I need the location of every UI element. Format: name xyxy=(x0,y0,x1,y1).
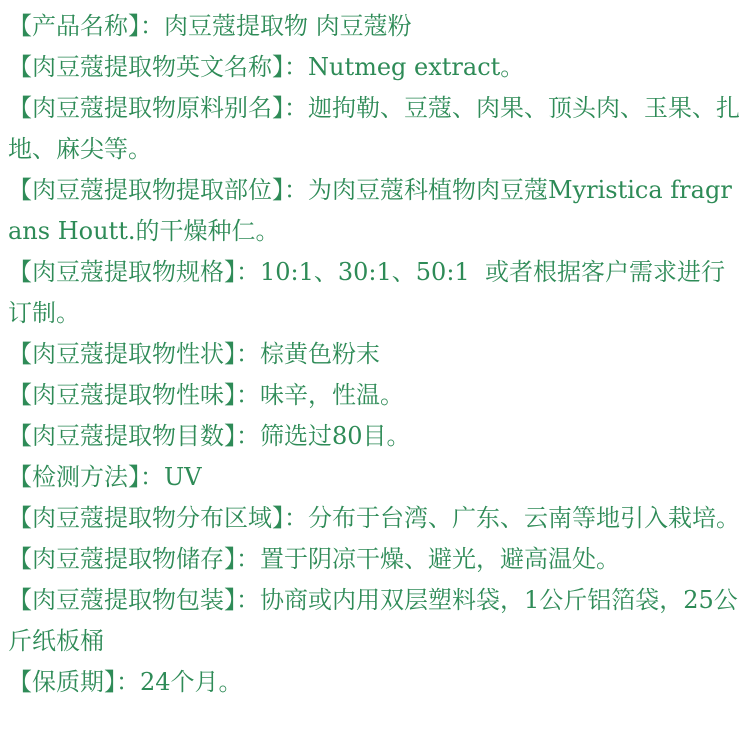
spec-aliases xyxy=(8,88,742,170)
spec-value: ：分布于台湾、广东、云南等地引入栽培。 xyxy=(284,504,740,532)
spec-value: ：筛选过80目。 xyxy=(236,422,411,450)
spec-value: ：置于阴凉干燥、避光，避高温处。 xyxy=(236,545,620,573)
product-spec-document xyxy=(8,6,742,703)
spec-label: 【肉豆蔻提取物性状】 xyxy=(8,340,236,368)
spec-label: 【肉豆蔻提取物储存】 xyxy=(8,545,236,573)
spec-value: ：协商或内用双层塑料袋，1公斤铝箔袋，25公斤纸板桶 xyxy=(8,586,738,655)
spec-value: ：为肉豆蔻科植物肉豆蔻Myristica fragrans Houtt.的干燥种仁。 xyxy=(8,176,732,245)
spec-label: 【肉豆蔻提取物原料别名】 xyxy=(8,94,284,122)
spec-specification xyxy=(8,252,742,334)
spec-label: 【肉豆蔻提取物规格】 xyxy=(8,258,236,286)
spec-english-name xyxy=(8,47,742,88)
spec-label: 【检测方法】 xyxy=(8,463,140,491)
spec-value: ：24个月。 xyxy=(116,668,243,696)
spec-mesh xyxy=(8,416,742,457)
spec-appearance xyxy=(8,334,742,375)
spec-product-name xyxy=(8,6,742,47)
spec-value: ：迦拘勒、豆蔻、肉果、顶头肉、玉果、扎地、麻尖等。 xyxy=(8,94,740,163)
spec-label: 【肉豆蔻提取物提取部位】 xyxy=(8,176,284,204)
spec-taste xyxy=(8,375,742,416)
spec-value: ：10:1、30:1、50:1 或者根据客户需求进行订制。 xyxy=(8,258,725,327)
spec-label: 【产品名称】 xyxy=(8,12,140,40)
spec-label: 【肉豆蔻提取物目数】 xyxy=(8,422,236,450)
spec-label: 【肉豆蔻提取物包装】 xyxy=(8,586,236,614)
spec-value: ：Nutmeg extract。 xyxy=(284,53,525,81)
spec-packaging xyxy=(8,580,742,662)
spec-test-method xyxy=(8,457,742,498)
spec-value: ：肉豆蔻提取物 肉豆蔻粉 xyxy=(140,12,412,40)
spec-shelf-life xyxy=(8,662,742,703)
spec-value: ：UV xyxy=(140,463,202,491)
spec-value: ：棕黄色粉末 xyxy=(236,340,380,368)
spec-extraction-part xyxy=(8,170,742,252)
spec-label: 【肉豆蔻提取物分布区域】 xyxy=(8,504,284,532)
spec-label: 【保质期】 xyxy=(8,668,116,696)
spec-distribution xyxy=(8,498,742,539)
spec-label: 【肉豆蔻提取物英文名称】 xyxy=(8,53,284,81)
spec-storage xyxy=(8,539,742,580)
spec-label: 【肉豆蔻提取物性味】 xyxy=(8,381,236,409)
spec-value: ：味辛，性温。 xyxy=(236,381,404,409)
